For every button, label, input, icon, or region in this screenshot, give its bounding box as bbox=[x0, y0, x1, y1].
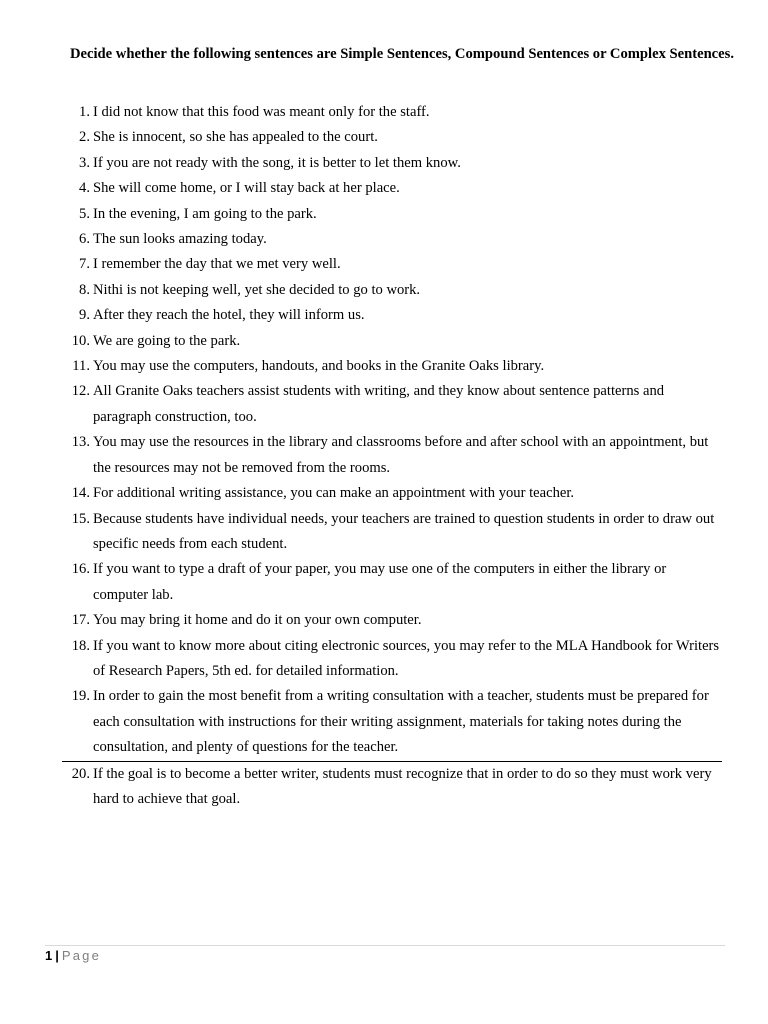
question-number: 11. bbox=[72, 358, 90, 375]
question-item-1 bbox=[62, 100, 722, 125]
question-item-2 bbox=[62, 125, 722, 150]
page-label: Page bbox=[61, 948, 102, 963]
question-number: 14. bbox=[71, 485, 90, 502]
question-item-15 bbox=[62, 507, 722, 558]
question-number: 16. bbox=[71, 561, 90, 578]
question-item-11 bbox=[62, 354, 722, 379]
question-number: 7. bbox=[79, 256, 90, 273]
question-number: 10. bbox=[71, 332, 90, 349]
question-item-4 bbox=[62, 176, 722, 201]
question-text: In order to gain the most benefit from a writing consultation with a teacher, students must be prepared for each consultation with instructions for their writing assignment, materials for taking notes during the consultation, and plenty of questions for the teacher. bbox=[93, 688, 709, 756]
question-text: In the evening, I am going to the park. bbox=[93, 205, 317, 222]
instruction-heading: Decide whether the following sentences are Simple Sentences, Compound Sentences or Complex Sentences. bbox=[70, 46, 734, 62]
question-text: I did not know that this food was meant only for the staff. bbox=[93, 104, 430, 120]
question-text: She is innocent, so she has appealed to the court. bbox=[93, 129, 378, 146]
question-item-5 bbox=[62, 202, 722, 227]
question-list bbox=[62, 100, 722, 812]
question-text: All Granite Oaks teachers assist students with writing, and they know about sentence patterns and paragraph construction, too. bbox=[93, 383, 665, 425]
question-number: 18. bbox=[71, 637, 90, 654]
question-item-20 bbox=[62, 761, 722, 813]
question-text: You may use the resources in the library and classrooms before and after school with an appointment, but the resources may not be removed from the rooms. bbox=[93, 434, 709, 476]
question-item-3 bbox=[62, 151, 722, 176]
page-separator: | bbox=[55, 948, 59, 963]
question-number: 4. bbox=[79, 180, 90, 197]
question-number: 5. bbox=[79, 205, 90, 222]
question-text: If you are not ready with the song, it is better to let them know. bbox=[93, 154, 461, 171]
question-item-6 bbox=[62, 227, 722, 252]
question-item-10 bbox=[62, 329, 722, 354]
question-text: The sun looks amazing today. bbox=[93, 231, 267, 248]
question-number: 6. bbox=[79, 231, 90, 248]
question-item-12 bbox=[62, 379, 722, 430]
question-text: If you want to know more about citing electronic sources, you may refer to the MLA Handbook for Writers of Research Papers, 5th ed. for detailed information. bbox=[93, 637, 720, 679]
question-text: I remember the day that we met very well. bbox=[93, 256, 341, 273]
question-number: 1. bbox=[79, 104, 90, 120]
question-number: 13. bbox=[71, 434, 90, 451]
question-item-13 bbox=[62, 430, 722, 481]
question-number: 2. bbox=[79, 129, 90, 146]
question-item-16 bbox=[62, 557, 722, 608]
question-text: She will come home, or I will stay back at her place. bbox=[93, 180, 400, 197]
question-number: 15. bbox=[71, 510, 90, 527]
question-text: Because students have individual needs, your teachers are trained to question students in order to draw out specific needs from each student. bbox=[93, 510, 715, 552]
question-text: You may use the computers, handouts, and books in the Granite Oaks library. bbox=[93, 358, 545, 375]
page-number: 1 bbox=[45, 948, 53, 963]
question-item-18 bbox=[62, 634, 722, 685]
question-number: 19. bbox=[71, 688, 90, 705]
question-text: If the goal is to become a better writer, students must recognize that in order to do so they must work very hard to achieve that goal. bbox=[93, 765, 712, 807]
footer-divider bbox=[45, 945, 725, 946]
page-footer bbox=[45, 947, 101, 965]
question-number: 12. bbox=[71, 383, 90, 400]
question-item-9 bbox=[62, 303, 722, 328]
question-item-7 bbox=[62, 252, 722, 277]
question-text: If you want to type a draft of your paper, you may use one of the computers in either the library or computer lab. bbox=[93, 561, 667, 603]
question-number: 3. bbox=[79, 154, 90, 171]
question-item-17 bbox=[62, 608, 722, 633]
question-text: You may bring it home and do it on your own computer. bbox=[93, 612, 422, 629]
question-item-14 bbox=[62, 481, 722, 506]
question-item-8 bbox=[62, 278, 722, 303]
question-text: We are going to the park. bbox=[93, 332, 241, 349]
question-number: 20. bbox=[71, 765, 90, 782]
question-text: For additional writing assistance, you can make an appointment with your teacher. bbox=[93, 485, 575, 502]
question-text: Nithi is not keeping well, yet she decided to go to work. bbox=[93, 281, 421, 298]
question-number: 8. bbox=[79, 281, 90, 298]
question-item-19 bbox=[62, 684, 722, 760]
question-text: After they reach the hotel, they will inform us. bbox=[93, 307, 365, 324]
question-number: 17. bbox=[71, 612, 90, 629]
question-number: 9. bbox=[79, 307, 90, 324]
